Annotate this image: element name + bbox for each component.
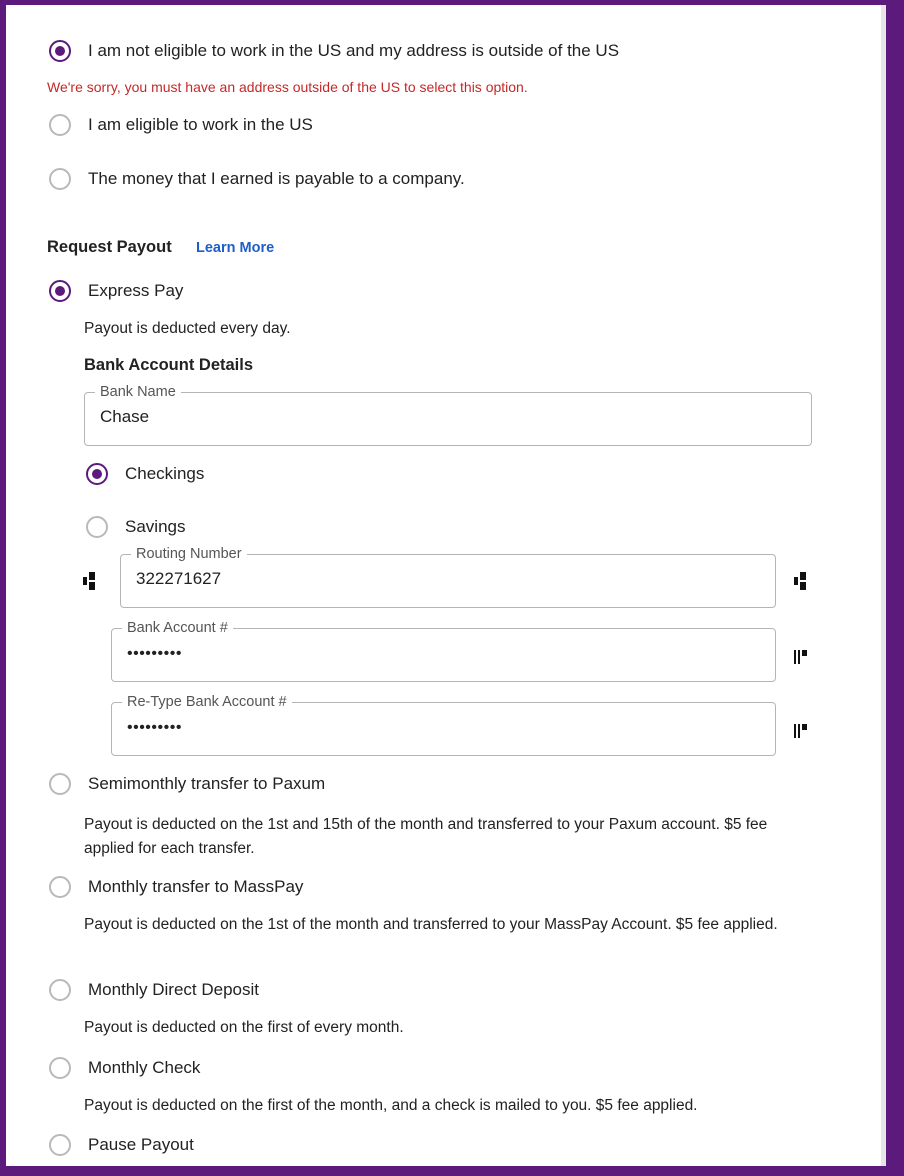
masspay-description: Payout is deducted on the 1st of the month and transferred to your MassPay Account. $5 fee applied. bbox=[84, 916, 778, 933]
masspay-radio[interactable] bbox=[49, 876, 71, 898]
eligibility-company-label[interactable]: The money that I earned is payable to a company. bbox=[88, 169, 465, 188]
bank-name-value[interactable]: Chase bbox=[100, 407, 150, 426]
eligibility-eligible-label[interactable]: I am eligible to work in the US bbox=[88, 115, 313, 134]
checkings-radio[interactable] bbox=[86, 463, 108, 485]
routing-number-label: Routing Number bbox=[131, 545, 247, 563]
eligibility-eligible-radio[interactable] bbox=[49, 114, 71, 136]
paxum-radio[interactable] bbox=[49, 773, 71, 795]
eligibility-error-message: We're sorry, you must have an address outside of the US to select this option. bbox=[47, 79, 528, 95]
routing-number-field[interactable] bbox=[120, 546, 776, 608]
eligibility-not-eligible-radio[interactable] bbox=[49, 40, 71, 62]
paxum-label[interactable]: Semimonthly transfer to Paxum bbox=[88, 774, 326, 793]
routing-number-value[interactable]: 322271627 bbox=[136, 569, 222, 588]
retype-bank-account-value[interactable]: ••••••••• bbox=[127, 719, 182, 736]
monthly-check-description: Payout is deducted on the first of the month, and a check is mailed to you. $5 fee applied. bbox=[84, 1097, 698, 1114]
extension-icon[interactable] bbox=[83, 572, 97, 592]
monthly-check-radio[interactable] bbox=[49, 1057, 71, 1079]
bank-name-field[interactable] bbox=[84, 384, 812, 446]
password-manager-icon[interactable] bbox=[794, 721, 808, 741]
masspay-label[interactable]: Monthly transfer to MassPay bbox=[88, 877, 304, 896]
direct-deposit-radio[interactable] bbox=[49, 979, 71, 1001]
pause-payout-label[interactable]: Pause Payout bbox=[88, 1135, 194, 1154]
express-pay-radio[interactable] bbox=[49, 280, 71, 302]
monthly-check-label[interactable]: Monthly Check bbox=[88, 1058, 201, 1077]
bank-account-details-heading: Bank Account Details bbox=[84, 356, 254, 374]
direct-deposit-label[interactable]: Monthly Direct Deposit bbox=[88, 980, 260, 999]
bank-account-value[interactable]: ••••••••• bbox=[127, 645, 182, 662]
bank-account-label: Bank Account # bbox=[122, 619, 233, 637]
direct-deposit-description: Payout is deducted on the first of every month. bbox=[84, 1019, 404, 1036]
pause-payout-radio[interactable] bbox=[49, 1134, 71, 1156]
payout-form bbox=[6, 5, 886, 1166]
express-pay-label[interactable]: Express Pay bbox=[88, 281, 184, 300]
savings-label[interactable]: Savings bbox=[125, 517, 186, 536]
express-pay-description: Payout is deducted every day. bbox=[84, 320, 291, 337]
retype-bank-account-field[interactable] bbox=[111, 694, 776, 756]
retype-bank-account-label: Re-Type Bank Account # bbox=[122, 693, 292, 711]
checkings-label[interactable]: Checkings bbox=[125, 464, 205, 483]
paxum-description: Payout is deducted on the 1st and 15th of the month and transferred to your Paxum account. $5 fee applied for each transfer. bbox=[84, 816, 768, 857]
eligibility-company-radio[interactable] bbox=[49, 168, 71, 190]
savings-radio[interactable] bbox=[86, 516, 108, 538]
bank-name-label: Bank Name bbox=[95, 383, 181, 401]
bank-account-field[interactable] bbox=[111, 620, 776, 682]
scrollbar[interactable] bbox=[881, 5, 886, 1166]
eligibility-not-eligible-label[interactable]: I am not eligible to work in the US and my address is outside of the US bbox=[88, 41, 620, 60]
learn-more-link[interactable]: Learn More bbox=[196, 240, 275, 256]
password-manager-icon[interactable] bbox=[794, 647, 808, 667]
extension-icon[interactable] bbox=[794, 572, 808, 592]
request-payout-heading: Request Payout bbox=[47, 238, 172, 256]
